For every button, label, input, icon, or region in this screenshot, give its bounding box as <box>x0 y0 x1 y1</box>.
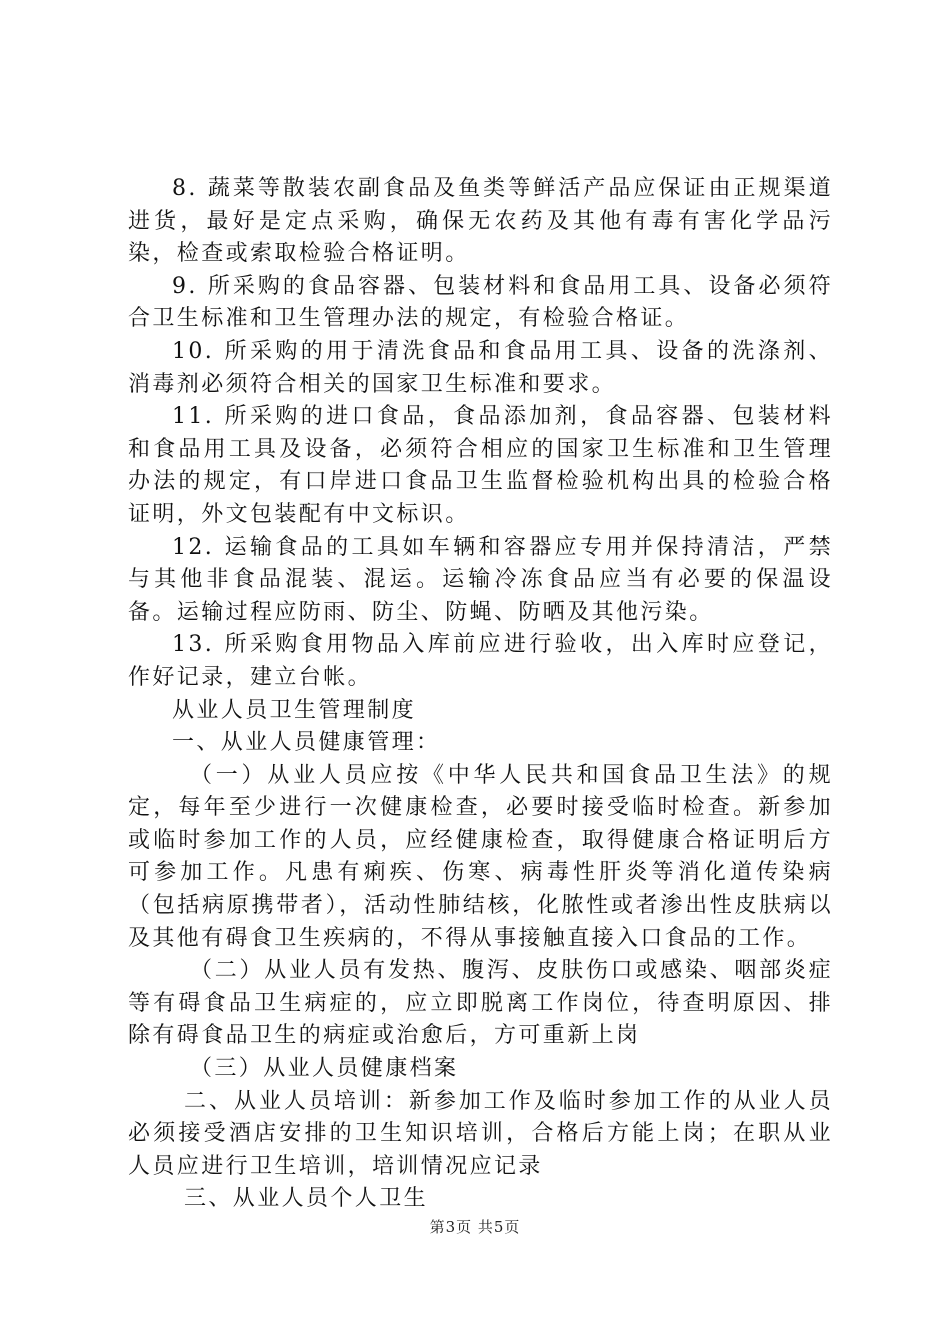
paragraph-sub-3: （三）从业人员健康档案 <box>190 1056 459 1082</box>
paragraph-item-10: 10. 所采购的用于清洗食品和食品用工具、设备的洗涤剂、消毒剂必须符合相关的国家卫生标准和要求。 <box>128 338 833 397</box>
paragraph-item-12: 12. 运输食品的工具如车辆和容器应专用并保持清洁，严禁与其他非食品混装、混运。运输冷冻食品应当有必要的保温设备。运输过程应防雨、防尘、防蝇、防晒及其他污染。 <box>128 534 833 625</box>
section-heading-health-management: 一、从业人员健康管理： <box>172 730 441 756</box>
document-body <box>128 173 833 1216</box>
paragraph-sub-1: （一）从业人员应按《中华人民共和国食品卫生法》的规定，每年至少进行一次健康检查，必要时接受临时检查。新参加或临时参加工作的人员，应经健康检查，取得健康合格证明后方可参加工作。凡患有痢疾、伤寒、病毒性肝炎等消化道传染病（包括病原携带者），活动性肺结核，化脓性或者渗出性皮肤病以及其他有碍食卫生疾病的，不得从事接触直接入口食品的工作。 <box>128 762 833 951</box>
paragraph-item-9: 9. 所采购的食品容器、包装材料和食品用工具、设备必须符合卫生标准和卫生管理办法的规定，有检验合格证。 <box>128 273 833 332</box>
paragraph-item-11: 11. 所采购的进口食品，食品添加剂，食品容器、包装材料和食品用工具及设备，必须符合相应的国家卫生标准和卫生管理办法的规定，有口岸进口食品卫生监督检验机构出具的检验合格证明，外文包装配有中文标识。 <box>128 404 833 527</box>
paragraph-item-8: 8. 蔬菜等散装农副食品及鱼类等鲜活产品应保证由正规渠道进货，最好是定点采购，确保无农药及其他有毒有害化学品污染，检查或索取检验合格证明。 <box>128 176 833 267</box>
section-heading-personal-hygiene: 三、从业人员个人卫生 <box>184 1186 429 1212</box>
section-title-staff-hygiene: 从业人员卫生管理制度 <box>172 697 417 723</box>
paragraph-item-13: 13. 所采购食用物品入库前应进行验收，出入库时应登记，作好记录，建立台帐。 <box>128 632 833 690</box>
paragraph-sub-2: （二）从业人员有发热、腹泻、皮肤伤口或感染、咽部炎症等有碍食品卫生病症的，应立即脱离工作岗位，待查明原因、排除有碍食品卫生的病症或治愈后，方可重新上岗 <box>128 958 833 1049</box>
page-footer: 第3页 共5页 <box>429 1218 521 1236</box>
section-heading-training: 二、从业人员培训：新参加工作及临时参加工作的从业人员必须接受酒店安排的卫生知识培训，合格后方能上岗；在职从业人员应进行卫生培训，培训情况应记录 <box>128 1088 833 1179</box>
